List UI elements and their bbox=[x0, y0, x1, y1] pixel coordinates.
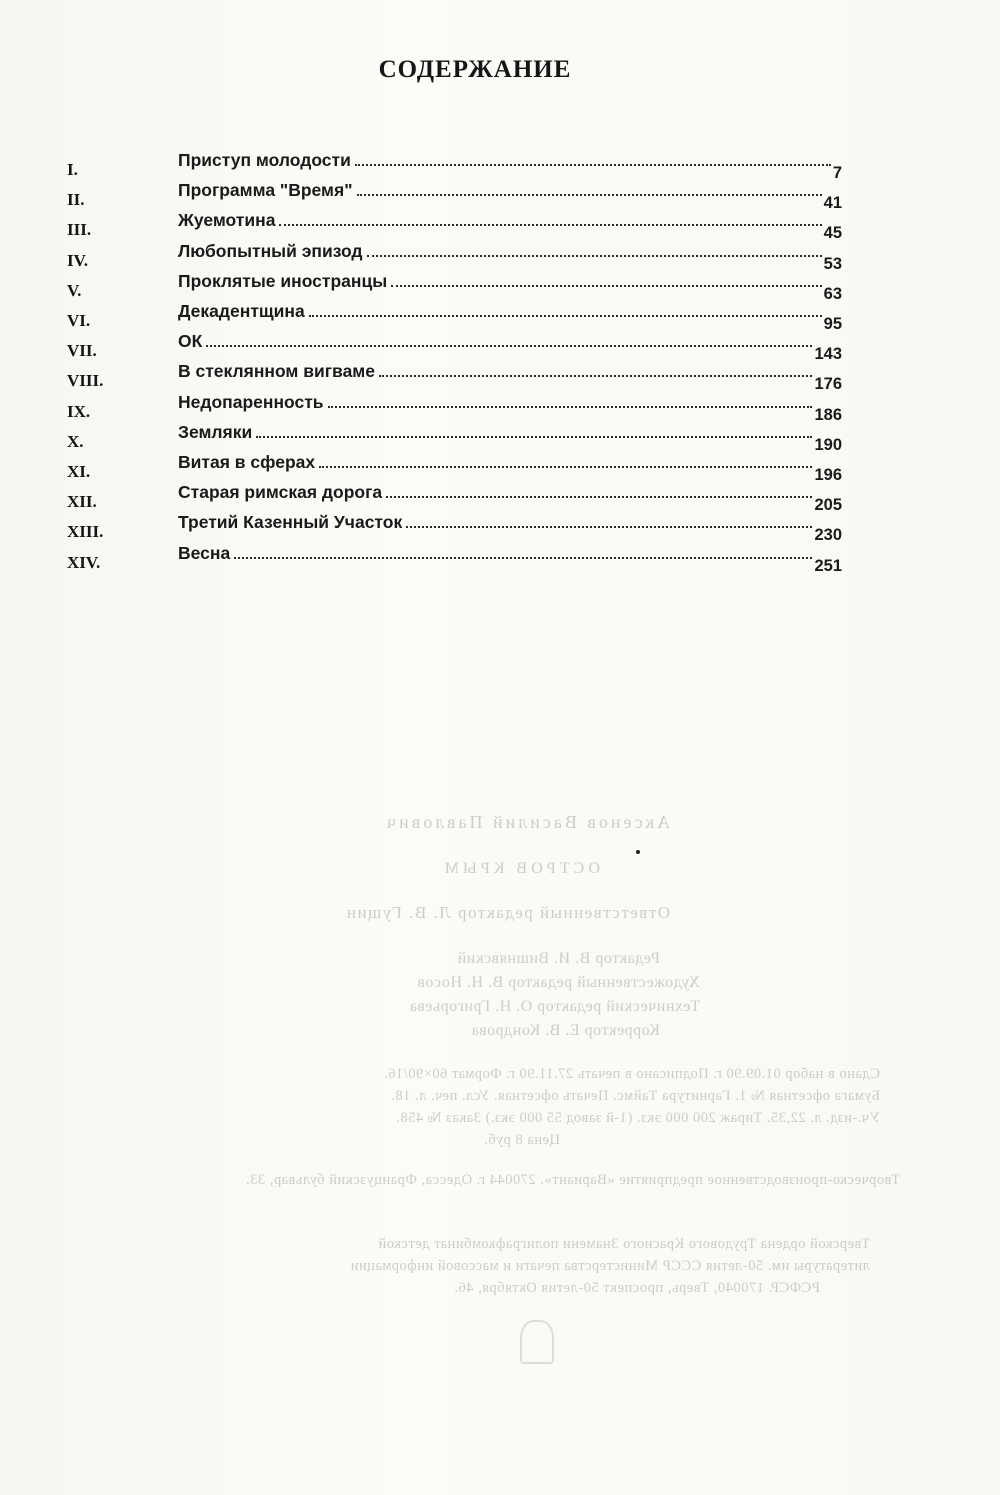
toc-entry[interactable] bbox=[178, 210, 842, 243]
imprint-printer: литературы им. 50-летия СССР Министерства печати и массовой информации bbox=[350, 1258, 870, 1274]
toc-row[interactable] bbox=[0, 392, 1000, 422]
toc-entry[interactable] bbox=[178, 150, 842, 182]
toc-row[interactable] bbox=[0, 301, 1000, 331]
toc-entry[interactable] bbox=[178, 542, 842, 575]
chapter-title: Земляки bbox=[178, 421, 253, 442]
chapter-title: Весна bbox=[178, 542, 231, 563]
chapter-title: Третий Казенный Участок bbox=[178, 512, 403, 533]
toc-entry[interactable] bbox=[178, 421, 842, 454]
dot-leader bbox=[357, 194, 822, 196]
dot-leader bbox=[355, 164, 831, 166]
toc-row[interactable] bbox=[0, 543, 1000, 573]
toc-row[interactable] bbox=[0, 422, 1000, 452]
toc-entry[interactable] bbox=[178, 482, 842, 515]
dot-leader bbox=[256, 436, 812, 438]
chapter-numeral: I. bbox=[67, 160, 78, 179]
imprint-book-title: ОСТРОВ КРЫМ bbox=[440, 860, 600, 877]
chapter-numeral: III. bbox=[67, 220, 92, 240]
chapter-numeral: XIV. bbox=[67, 552, 101, 572]
chapter-numeral: VIII. bbox=[67, 371, 104, 391]
toc-row[interactable] bbox=[0, 361, 1000, 394]
page-number: 63 bbox=[823, 284, 842, 303]
toc-entry[interactable] bbox=[178, 331, 842, 364]
chapter-title: ОК bbox=[178, 331, 203, 352]
chapter-title: Приступ молодости bbox=[178, 150, 351, 170]
chapter-title: Витая в сферах bbox=[178, 452, 316, 472]
toc-entry[interactable] bbox=[178, 361, 842, 394]
dot-leader bbox=[206, 345, 812, 347]
chapter-numeral: VI. bbox=[67, 311, 91, 330]
imprint-credit: Корректор Е. В. Кондрова bbox=[471, 1022, 660, 1039]
imprint-print-info: Сдано в набор 01.09.90 г. Подписано в печать 27.11.90 г. Формат 60×90/16. bbox=[383, 1066, 880, 1082]
page-number: 230 bbox=[814, 526, 842, 545]
dot-leader bbox=[328, 406, 813, 408]
imprint-print-info: Бумага офсетная № 1. Гарнитура Таймс. Печать офсетная. Усл. печ. л. 18. bbox=[390, 1088, 880, 1104]
toc-row[interactable] bbox=[0, 180, 1000, 213]
dot-leader bbox=[309, 315, 822, 317]
chapter-numeral: IV. bbox=[67, 250, 88, 270]
page-number: 95 bbox=[823, 315, 842, 333]
toc-row[interactable] bbox=[0, 331, 1000, 364]
chapter-numeral: II. bbox=[67, 190, 85, 210]
toc-row[interactable] bbox=[0, 241, 1000, 271]
toc-entry[interactable] bbox=[178, 270, 842, 303]
chapter-numeral: XII. bbox=[67, 492, 97, 512]
ink-speck bbox=[636, 850, 640, 854]
page-title: СОДЕРЖАНИЕ bbox=[378, 56, 572, 83]
chapter-title: В стеклянном вигваме bbox=[178, 361, 375, 382]
dot-leader bbox=[279, 224, 821, 226]
imprint-print-info: Уч.-изд. л. 22,35. Тираж 200 000 экз. (1-й завод 55 000 экз.) Заказ № 458. bbox=[395, 1110, 880, 1126]
toc-entry[interactable] bbox=[178, 180, 842, 213]
imprint-credit: Редактор В. И. Вишнявский bbox=[457, 950, 660, 967]
page-number: 53 bbox=[823, 254, 842, 273]
dot-leader bbox=[319, 466, 812, 468]
page-number: 176 bbox=[814, 375, 842, 394]
imprint-publisher: Творческо-производственное предприятие «Вариант». 270044 г. Одесса, Французский бульвар, 33. bbox=[245, 1172, 900, 1188]
imprint-responsible-editor: Ответственный редактор Л. В. Гущин bbox=[345, 903, 670, 922]
page-number: 196 bbox=[814, 466, 842, 484]
toc-row[interactable] bbox=[0, 452, 1000, 482]
chapter-title: Любопытный эпизод bbox=[178, 240, 363, 261]
chapter-title: Жуемотина bbox=[178, 210, 276, 231]
toc-entry[interactable] bbox=[178, 452, 842, 484]
imprint-printer: РСФСР. 170040, Тверь, проспект 50-летия Октября, 46. bbox=[453, 1280, 820, 1296]
toc-row[interactable] bbox=[0, 482, 1000, 515]
chapter-title: Старая римская дорога bbox=[178, 482, 383, 503]
toc-entry[interactable] bbox=[178, 240, 842, 273]
page-number: 45 bbox=[823, 224, 842, 243]
chapter-numeral: IX. bbox=[67, 401, 91, 421]
toc-entry[interactable] bbox=[178, 512, 842, 545]
toc-entry[interactable] bbox=[178, 301, 842, 333]
chapter-numeral: XIII. bbox=[67, 522, 104, 542]
dot-leader bbox=[406, 526, 812, 528]
dot-leader bbox=[367, 255, 822, 257]
imprint-author: Аксенов Василий Павлович bbox=[384, 812, 670, 832]
page-number: 143 bbox=[814, 345, 842, 364]
dot-leader bbox=[234, 557, 812, 559]
toc-row[interactable] bbox=[0, 150, 1000, 180]
toc-entry[interactable] bbox=[178, 391, 842, 424]
toc-row[interactable] bbox=[0, 512, 1000, 545]
chapter-numeral: XI. bbox=[67, 462, 91, 481]
chapter-title: Недопаренность bbox=[178, 391, 324, 412]
chapter-numeral: V. bbox=[67, 280, 82, 300]
imprint-print-info: Цена 8 руб. bbox=[483, 1132, 560, 1148]
toc-row[interactable] bbox=[0, 210, 1000, 243]
page-number: 41 bbox=[823, 194, 842, 213]
chapter-numeral: VII. bbox=[67, 341, 97, 361]
chapter-title: Программа "Время" bbox=[178, 180, 353, 201]
imprint-credit: Художественный редактор В. Н. Носов bbox=[416, 974, 700, 991]
dot-leader bbox=[379, 375, 812, 377]
dot-leader bbox=[391, 285, 821, 287]
dot-leader bbox=[386, 496, 812, 498]
page-number: 7 bbox=[832, 164, 842, 182]
chapter-title: Проклятые иностранцы bbox=[178, 270, 388, 291]
page-number: 205 bbox=[814, 496, 842, 515]
toc-row[interactable] bbox=[0, 271, 1000, 301]
printer-stamp-mark bbox=[520, 1320, 554, 1364]
page-number: 186 bbox=[814, 405, 842, 424]
imprint-credit: Технический редактор О. Н. Григорьева bbox=[409, 998, 700, 1015]
chapter-numeral: X. bbox=[67, 431, 84, 451]
page-number: 190 bbox=[814, 435, 842, 454]
chapter-title: Декадентщина bbox=[178, 301, 305, 321]
page-number: 251 bbox=[814, 556, 842, 575]
imprint-printer: Тверской ордена Трудового Красного Знамени полиграфкомбинат детской bbox=[378, 1236, 870, 1252]
